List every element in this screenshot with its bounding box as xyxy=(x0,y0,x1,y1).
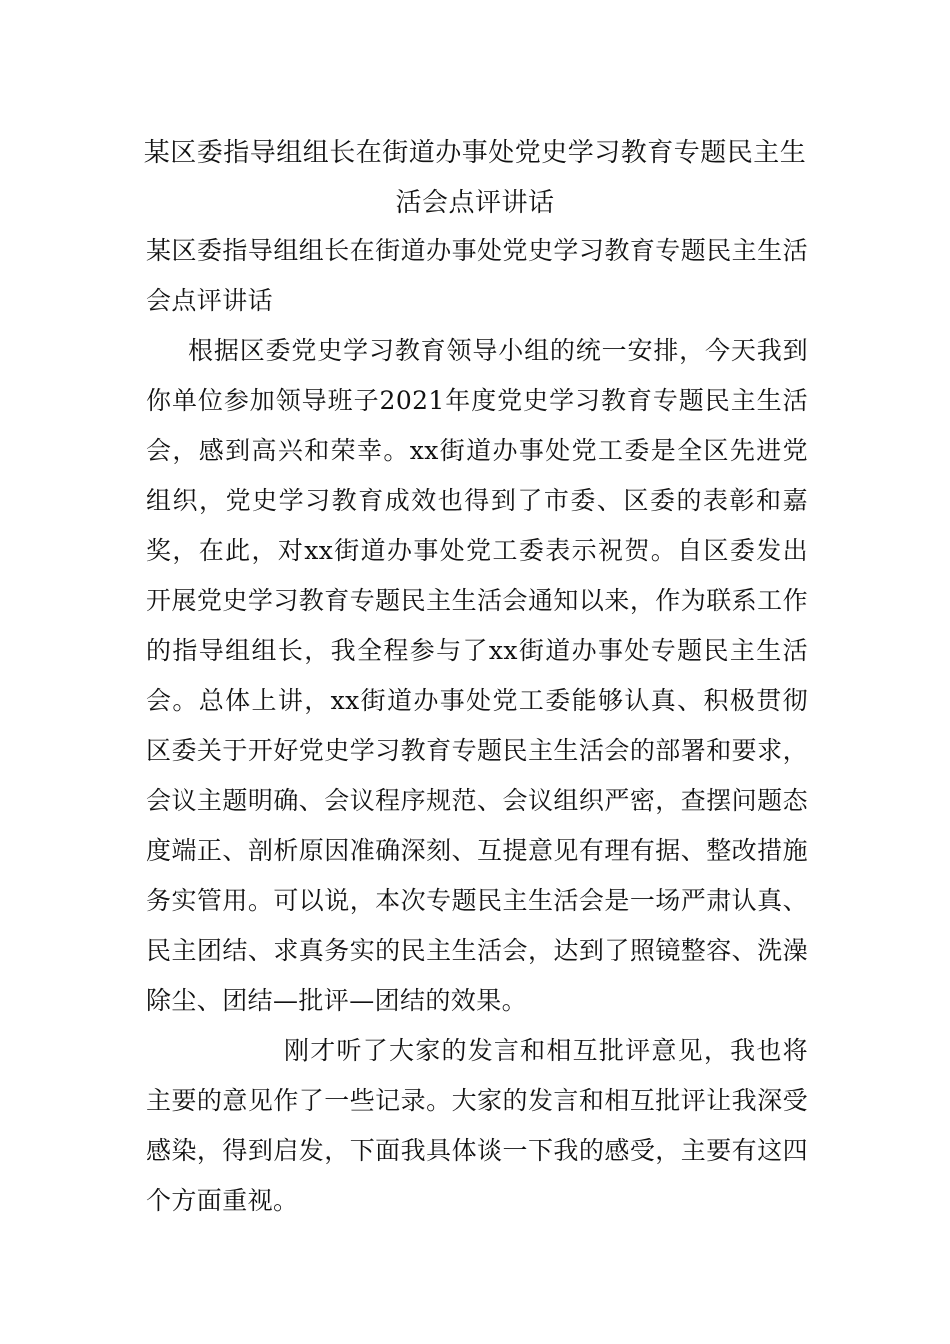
document-title: 某区委指导组组长在街道办事处党史学习教育专题民主生活会点评讲话 xyxy=(143,138,807,218)
body-paragraph-2: 刚才听了大家的发言和相互批评意见，我也将主要的意见作了一些记录。大家的发言和相互批评让我深受感染，得到启发，下面我具体谈一下我的感受，主要有这四个方面重视。 xyxy=(146,1036,808,1215)
document-body xyxy=(146,226,808,1226)
body-paragraph-1: 根据区委党史学习教育领导小组的统一安排，今天我到你单位参加领导班子2021年度党史学习教育专题民主生活会，感到高兴和荣幸。xx街道办事处党工委是全区先进党组织，党史学习教育成效也得到了市委、区委的表彰和嘉奖，在此，对xx街道办事处党工委表示祝贺。自区委发出开展党史学习教育专题民主生活会通知以来，作为联系工作的指导组组长，我全程参与了xx街道办事处专题民主生活会。总体上讲，xx街道办事处党工委能够认真、积极贯彻区委关于开好党史学习教育专题民主生活会的部署和要求，会议主题明确、会议程序规范、会议组织严密，查摆问题态度端正、剖析原因准确深刻、互提意见有理有据、整改措施务实管用。可以说，本次专题民主生活会是一场严肃认真、民主团结、求真务实的民主生活会，达到了照镜整容、洗澡除尘、团结—批评—团结的效果。 xyxy=(146,336,808,1015)
document-subtitle: 某区委指导组组长在街道办事处党史学习教育专题民主生活会点评讲话 xyxy=(146,236,808,315)
